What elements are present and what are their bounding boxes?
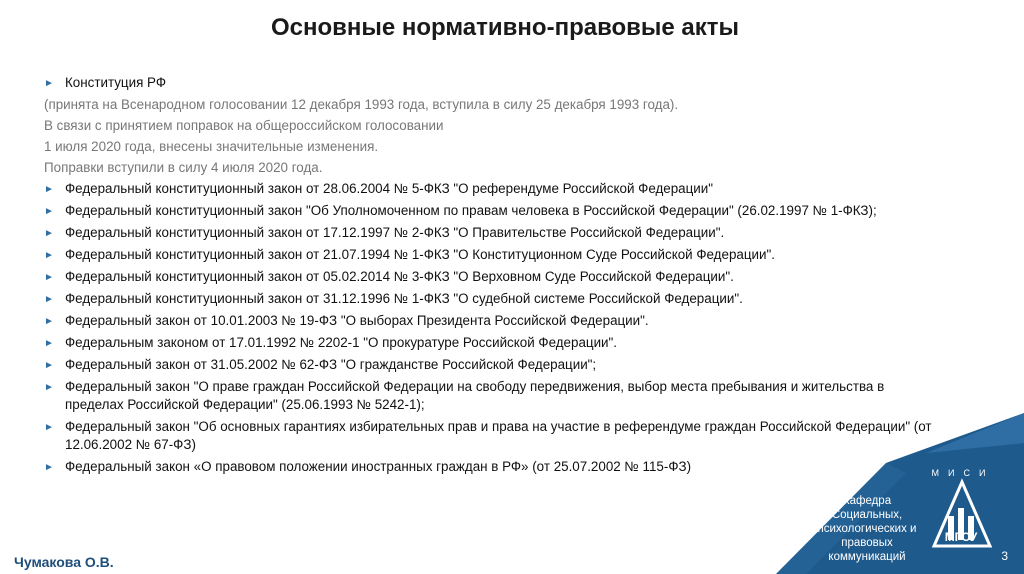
list-item-text: Федеральный конституционный закон от 21.07.1994 № 1-ФКЗ "О Конституционном Суде Российской Федерации". [65, 247, 775, 262]
list-item [44, 334, 944, 352]
list-item [44, 74, 944, 92]
department-line: Социальных, [831, 509, 903, 521]
list-item-text: Федеральный конституционный закон от 05.02.2014 № 3-ФКЗ "О Верховном Суде Российской Федерации". [65, 269, 734, 284]
list-item-text: Федеральный конституционный закон от 17.12.1997 № 2-ФКЗ "О Правительстве Российской Федерации". [65, 225, 725, 240]
list-item-text: Федеральный закон "О праве граждан Российской Федерации на свободу передвижения, выбор места пребывания и жительства в пределах Российской Федерации" (25.06.1993 № 5242-1); [65, 379, 885, 412]
list-item-text: Федеральный закон "Об основных гарантиях избирательных прав и права на участие в референдуме граждан Российской Федерации" (от 12.06.2002 № 67-ФЗ) [65, 419, 932, 452]
note-line: (принята на Всенародном голосовании 12 декабря 1993 года, вступила в силу 25 декабря 1993 года). [44, 97, 679, 112]
list-item [44, 290, 944, 308]
bullet-icon: ► [44, 338, 54, 349]
list-item [44, 268, 944, 286]
note-line: 1 июля 2020 года, внесены значительные изменения. [44, 139, 379, 154]
department-line: психологических и [817, 523, 917, 535]
logo-name: МГСУ [944, 530, 978, 544]
list-item [44, 202, 944, 220]
department-line: правовых коммуникаций [828, 537, 906, 563]
bullet-icon: ► [44, 462, 54, 473]
logo-letters: МИСИ [931, 468, 995, 478]
author-name: Чумакова О.В. [14, 554, 114, 570]
bullet-icon: ► [44, 360, 54, 371]
list-item-text: Федеральный конституционный закон "Об Уполномоченном по правам человека в Российской Федерации" (26.02.1997 № 1-ФКЗ); [65, 203, 877, 218]
bullet-icon: ► [44, 294, 54, 305]
list-item [44, 180, 944, 198]
note-line: Поправки вступили в силу 4 июля 2020 года. [44, 160, 323, 175]
list-item [44, 356, 944, 374]
list-item [44, 312, 944, 330]
department-line: Кафедра [842, 495, 892, 507]
note-line: В связи с принятием поправок на общероссийском голосовании [44, 118, 444, 133]
bullet-icon: ► [44, 184, 54, 195]
bullet-icon: ► [44, 78, 54, 89]
bullet-icon: ► [44, 422, 54, 433]
list-item-text: Конституция РФ [65, 75, 167, 90]
bullet-icon: ► [44, 382, 54, 393]
department-label [802, 494, 932, 564]
bullet-icon: ► [44, 250, 54, 261]
page-number: 3 [1001, 549, 1008, 563]
bullet-icon: ► [44, 206, 54, 217]
bullet-icon: ► [44, 272, 54, 283]
list-item-text: Федеральным законом от 17.01.1992 № 2202-1 "О прокуратуре Российской Федерации". [65, 335, 617, 350]
list-item-text: Федеральный конституционный закон от 31.12.1996 № 1-ФКЗ "О судебной системе Российской Федерации". [65, 291, 743, 306]
list-item-text: Федеральный закон от 10.01.2003 № 19-ФЗ "О выборах Президента Российской Федерации". [65, 313, 649, 328]
list-item-text: Федеральный закон «О правовом положении иностранных граждан в РФ» (от 25.07.2002 № 115-ФЗ) [65, 459, 692, 474]
list-item [44, 224, 944, 242]
bullet-icon: ► [44, 316, 54, 327]
list-item [44, 246, 944, 264]
bullet-icon: ► [44, 228, 54, 239]
list-item-text: Федеральный закон от 31.05.2002 № 62-ФЗ "О гражданстве Российской Федерации"; [65, 357, 597, 372]
page-title: Основные нормативно-правовые акты [270, 14, 740, 41]
list-item [44, 378, 944, 414]
list-item-text: Федеральный конституционный закон от 28.06.2004 № 5-ФКЗ "О референдуме Российской Федерации" [65, 181, 714, 196]
